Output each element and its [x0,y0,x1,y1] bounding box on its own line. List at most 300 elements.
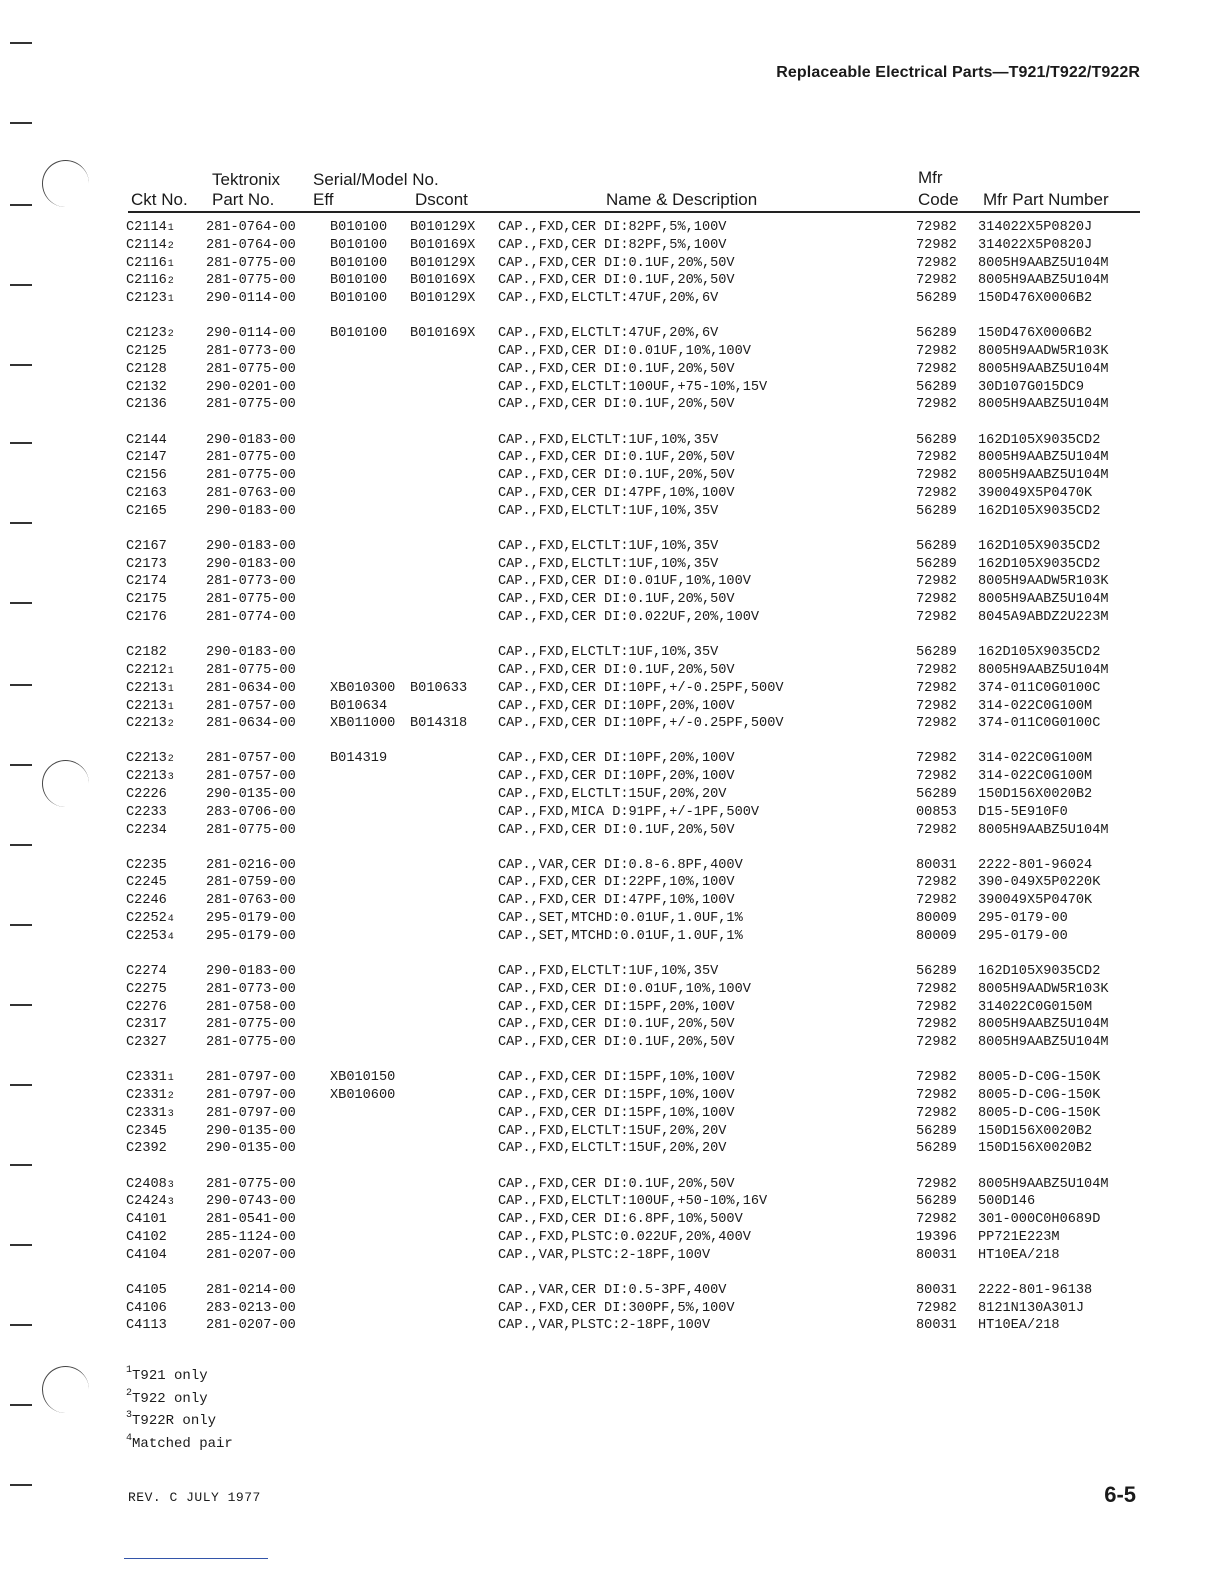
mfr-code-cell-text: 80031 [916,1318,957,1334]
mfr-code-cell [916,343,957,361]
description-cell-text: CAP.,VAR,CER DI:0.8-6.8PF,400V [498,857,743,873]
ckt-no-cell [126,609,168,628]
ckt-no-cell-text: C2253 [126,928,167,944]
part-no-cell-text: 281-0773-00 [206,981,296,997]
header-name-description: Name & Description [606,190,758,209]
description-cell [498,981,751,999]
ckt-no-cell-text: C2212 [126,662,167,678]
mfr-code-cell [916,503,957,521]
mfr-part-number-cell [978,768,1092,786]
ckt-no-cell-text: C2163 [126,485,167,501]
table-row [126,290,1146,308]
ckt-no-cell [126,1140,168,1159]
part-no-cell-text: 281-0757-00 [206,751,296,767]
mfr-code-cell-text: 72982 [916,822,957,838]
parts-group [126,432,1146,521]
mfr-code-cell [916,609,957,627]
ckt-no-cell-text: C2123 [126,326,167,342]
punch-hole-arc-top [42,160,89,207]
ckt-no-cell [126,538,168,557]
part-no-cell-text: 281-0757-00 [206,698,296,714]
footnote-text: Matched pair [132,1435,233,1452]
description-cell [498,432,718,450]
part-no-cell-text: 281-0207-00 [206,1247,296,1263]
table-row [126,591,1146,609]
mfr-code-cell [916,1069,957,1087]
table-row [126,609,1146,627]
mfr-code-cell-text: 72982 [916,680,957,696]
footnote-marker: 2 [167,1091,174,1103]
mfr-code-cell [916,255,957,273]
table-row [126,379,1146,397]
mfr-part-number-cell-text: 314022C0G0150M [978,999,1093,1015]
mfr-part-number-cell-text: 150D156X0020B2 [978,787,1093,802]
mfr-code-cell [916,1317,957,1335]
mfr-code-cell-text: 72982 [916,361,957,377]
ckt-no-cell-text: C2331 [126,1105,167,1121]
ckt-no-cell [126,396,168,415]
mfr-code-cell [916,680,957,698]
table-row [126,698,1146,716]
description-cell-text: CAP.,FXD,CER DI:22PF,10%,100V [498,875,735,891]
ckt-no-cell-text: C2213 [126,716,167,732]
eff-cell [330,237,387,255]
mfr-code-cell-text: 56289 [916,538,957,554]
mfr-code-cell [916,999,957,1017]
description-cell-text: CAP.,FXD,CER DI:15PF,10%,100V [498,1070,735,1086]
mfr-part-number-cell-text: 8005H9AABZ5U104M [978,450,1109,466]
mfr-part-number-cell [978,1069,1100,1087]
table-row [126,272,1146,290]
mfr-part-number-cell-text: 162D105X9035CD2 [978,963,1101,979]
dscont-cell [410,325,475,343]
mfr-part-number-cell-text: 8005H9AABZ5U104M [978,1035,1109,1051]
column-headers [128,168,1140,212]
punch-hole-arc-bottom [42,1366,89,1413]
mfr-part-number-cell-text: HT10EA/218 [978,1247,1060,1263]
ckt-no-cell [126,1229,168,1248]
description-cell [498,1123,726,1141]
eff-cell [330,1087,395,1105]
part-no-cell [206,1300,296,1318]
part-no-cell [206,892,296,910]
table-row [126,237,1146,255]
ckt-no-cell [126,804,168,823]
ckt-no-cell [126,449,168,468]
footnote-marker: 1 [167,683,174,695]
part-no-cell [206,822,296,840]
part-no-cell [206,591,296,609]
eff-cell-text: B010100 [330,291,388,307]
mfr-code-cell-text: 56289 [916,291,957,307]
mfr-code-cell [916,449,957,467]
mfr-part-number-cell [978,255,1109,273]
mfr-code-cell-text: 72982 [916,1017,957,1033]
table-row [126,485,1146,503]
table-row [126,467,1146,485]
mfr-code-cell [916,1176,957,1194]
mfr-part-number-cell [978,1034,1109,1052]
part-no-cell-text: 295-0179-00 [206,911,296,927]
revision-date: REV. C JULY 1977 [128,1490,261,1505]
footnote-marker: 3 [167,1179,174,1191]
part-no-cell [206,219,296,237]
part-no-cell-text: 290-0183-00 [206,645,296,661]
mfr-part-number-cell-text: 374-011C0G0100C [978,716,1101,732]
part-no-cell [206,680,296,698]
eff-cell [330,290,387,308]
mfr-part-number-cell [978,822,1109,840]
eff-cell [330,680,395,698]
mfr-part-number-cell [978,396,1109,414]
ckt-no-cell-text: C2167 [126,538,167,554]
part-no-cell [206,750,296,768]
description-cell-text: CAP.,VAR,CER DI:0.5-3PF,400V [498,1282,727,1298]
mfr-code-cell-text: 72982 [916,468,957,484]
mfr-part-number-cell-text: 162D105X9035CD2 [978,538,1101,554]
ckt-no-cell [126,1123,168,1142]
eff-cell-text: B010100 [330,255,388,271]
ckt-no-cell [126,343,168,362]
mfr-code-cell-text: 56289 [916,787,957,802]
table-row [126,1087,1146,1105]
ckt-no-cell-text: C2175 [126,592,167,608]
mfr-part-number-cell-text: 314-022C0G100M [978,769,1093,785]
footnote-marker: 4 [167,914,174,926]
footnote-item [126,1411,233,1434]
parts-table [126,219,1146,1353]
part-no-cell [206,432,296,450]
footnote-item [126,1366,233,1389]
table-row [126,396,1146,414]
ckt-no-cell [126,503,168,522]
part-no-cell [206,981,296,999]
description-cell-text: CAP.,FXD,CER DI:0.022UF,20%,100V [498,610,760,626]
footnote-text: T922 only [132,1390,208,1407]
part-no-cell [206,1317,296,1335]
mfr-part-number-cell-text: 30D107G015DC9 [978,379,1085,395]
header-rule [128,211,1140,213]
part-no-cell-text: 281-0214-00 [206,1282,296,1298]
parts-group [126,963,1146,1052]
part-no-cell-text: 290-0135-00 [206,1141,296,1157]
header-mfr: Mfr [918,168,943,187]
mfr-code-cell-text: 80009 [916,928,957,944]
mfr-part-number-cell [978,1176,1109,1194]
ckt-no-cell [126,432,168,451]
mfr-part-number-cell [978,1105,1100,1123]
mfr-part-number-cell [978,715,1100,733]
mfr-part-number-cell-text: 162D105X9035CD2 [978,503,1101,519]
ckt-no-cell [126,573,168,592]
part-no-cell [206,361,296,379]
mfr-part-number-cell-text: 8005-D-C0G-150K [978,1070,1101,1086]
mfr-part-number-cell-text: 162D105X9035CD2 [978,645,1101,661]
dscont-cell-text: B010169X [410,326,476,342]
footnote-marker: 1 [167,223,174,234]
header-ckt-no: Ckt No. [131,190,188,209]
mfr-code-cell-text: 72982 [916,237,957,253]
mfr-code-cell [916,892,957,910]
mfr-part-number-cell-text: 8005H9AABZ5U104M [978,1017,1109,1033]
ckt-no-cell [126,662,174,681]
description-cell-text: CAP.,FXD,CER DI:0.1UF,20%,50V [498,662,735,678]
part-no-cell [206,715,296,733]
ckt-no-cell [126,786,168,805]
table-row [126,680,1146,698]
eff-cell [330,255,387,273]
mfr-part-number-cell [978,556,1100,574]
mfr-code-cell-text: 56289 [916,326,957,342]
eff-cell-text: XB011000 [330,716,396,732]
mfr-part-number-cell-text: 314022X5P0820J [978,237,1093,253]
description-cell-text: CAP.,FXD,CER DI:0.01UF,10%,100V [498,574,751,590]
ckt-no-cell-text: C2136 [126,397,167,413]
part-no-cell [206,503,296,521]
table-row [126,449,1146,467]
ckt-no-cell [126,379,168,398]
footnote-marker: 1 [167,665,174,677]
mfr-code-cell [916,1247,957,1265]
mfr-part-number-cell [978,892,1092,910]
part-no-cell-text: 281-0634-00 [206,680,296,696]
dscont-cell-text: B010169X [410,273,476,289]
ckt-no-cell-text: C2116 [126,255,167,271]
mfr-code-cell [916,662,957,680]
mfr-part-number-cell [978,1317,1060,1335]
part-no-cell [206,290,296,308]
part-no-cell-text: 290-0183-00 [206,503,296,519]
part-no-cell-text: 295-0179-00 [206,928,296,944]
mfr-part-number-cell [978,538,1100,556]
mfr-part-number-cell [978,591,1109,609]
description-cell-text: CAP.,FXD,CER DI:15PF,20%,100V [498,999,735,1015]
header-code: Code [918,190,959,209]
ckt-no-cell-text: C2233 [126,804,167,820]
description-cell-text: CAP.,FXD,PLSTC:0.022UF,20%,400V [498,1229,751,1245]
part-no-cell-text: 281-0775-00 [206,450,296,466]
mfr-code-cell [916,1034,957,1052]
mfr-code-cell-text: 80031 [916,1282,957,1298]
part-no-cell-text: 290-0183-00 [206,432,296,448]
description-cell [498,1016,735,1034]
part-no-cell [206,662,296,680]
part-no-cell-text: 281-0758-00 [206,999,296,1015]
description-cell [498,750,735,768]
footnote-marker: 1 [167,258,174,270]
table-row [126,573,1146,591]
mfr-part-number-cell-text: 8005H9AABZ5U104M [978,273,1109,289]
dscont-cell [410,272,475,290]
part-no-cell-text: 290-0743-00 [206,1194,296,1210]
description-cell-text: CAP.,FXD,CER DI:15PF,10%,100V [498,1105,735,1121]
dscont-cell [410,237,475,255]
description-cell [498,822,735,840]
table-row [126,1300,1146,1318]
description-cell [498,1140,726,1158]
dscont-cell-text: B010129X [410,291,476,307]
description-cell-text: CAP.,FXD,CER DI:0.1UF,20%,50V [498,592,735,608]
ckt-no-cell-text: C2345 [126,1123,167,1139]
description-cell-text: CAP.,FXD,CER DI:47PF,10%,100V [498,893,735,909]
description-cell-text: CAP.,FXD,ELCTLT:1UF,10%,35V [498,645,719,661]
footnote-text: T921 only [132,1368,208,1384]
part-no-cell [206,237,296,255]
part-no-cell [206,1069,296,1087]
mfr-code-cell [916,1300,957,1318]
mfr-code-cell [916,396,957,414]
mfr-code-cell-text: 80031 [916,857,957,873]
table-row [126,644,1146,662]
ckt-no-cell-text: C2174 [126,574,167,590]
table-row [126,1176,1146,1194]
description-cell-text: CAP.,FXD,ELCTLT:47UF,20%,6V [498,326,719,342]
table-row [126,804,1146,822]
part-no-cell [206,786,296,804]
part-no-cell-text: 281-0775-00 [206,662,296,678]
part-no-cell [206,1193,296,1211]
table-row [126,786,1146,804]
mfr-code-cell-text: 72982 [916,751,957,767]
ckt-no-cell-text: C2274 [126,963,167,979]
mfr-part-number-cell [978,503,1100,521]
ckt-no-cell-text: C2182 [126,645,167,661]
table-row [126,255,1146,273]
ckt-no-cell [126,857,168,876]
table-row [126,963,1146,981]
ckt-no-cell [126,1317,168,1336]
mfr-code-cell-text: 72982 [916,698,957,714]
ckt-no-cell-text: C2173 [126,556,167,572]
description-cell-text: CAP.,FXD,CER DI:47PF,10%,100V [498,485,735,501]
part-no-cell [206,379,296,397]
mfr-part-number-cell [978,573,1109,591]
part-no-cell-text: 281-0764-00 [206,220,296,235]
mfr-code-cell [916,1123,957,1141]
table-row [126,768,1146,786]
footnote-text: T922R only [132,1413,217,1429]
mfr-part-number-cell-text: 2222-801-96138 [978,1282,1093,1298]
part-no-cell [206,272,296,290]
mfr-code-cell [916,591,957,609]
mfr-part-number-cell-text: 301-000C0H0689D [978,1212,1101,1228]
eff-cell [330,325,387,343]
dscont-cell-text: B014318 [410,716,468,732]
mfr-part-number-cell [978,1123,1092,1141]
description-cell [498,928,743,946]
description-cell [498,538,718,556]
ckt-no-cell-text: C2144 [126,432,167,448]
mfr-code-cell [916,822,957,840]
description-cell [498,963,718,981]
description-cell-text: CAP.,FXD,ELCTLT:15UF,20%,20V [498,1123,727,1139]
description-cell-text: CAP.,FXD,CER DI:82PF,5%,100V [498,237,727,253]
mfr-code-cell [916,1140,957,1158]
ckt-no-cell-text: C2125 [126,344,167,360]
mfr-part-number-cell [978,750,1092,768]
ckt-no-cell-text: C2424 [126,1194,167,1210]
part-no-cell-text: 281-0775-00 [206,1017,296,1033]
eff-cell [330,698,387,716]
description-cell-text: CAP.,FXD,CER DI:15PF,10%,100V [498,1088,735,1104]
mfr-part-number-cell [978,219,1092,237]
mfr-code-cell [916,644,957,662]
mfr-part-number-cell-text: 8121N130A301J [978,1300,1085,1316]
description-cell-text: CAP.,FXD,CER DI:0.1UF,20%,50V [498,255,735,271]
mfr-part-number-cell-text: 150D156X0020B2 [978,1123,1093,1139]
dscont-cell-text: B010633 [410,680,468,696]
ckt-no-cell-text: C2392 [126,1141,167,1157]
punch-hole-arc-middle [42,760,89,807]
table-row [126,1123,1146,1141]
ckt-no-cell-text: C2245 [126,875,167,891]
table-row [126,1229,1146,1247]
mfr-part-number-cell-text: HT10EA/218 [978,1318,1060,1334]
mfr-code-cell [916,1211,957,1229]
header-tektronix: Tektronix [212,170,281,189]
mfr-code-cell [916,379,957,397]
parts-group [126,538,1146,627]
mfr-code-cell [916,715,957,733]
ckt-no-cell [126,1211,168,1230]
eff-cell [330,1069,395,1087]
mfr-code-cell [916,874,957,892]
ckt-no-cell [126,999,168,1018]
header-dscont: Dscont [415,190,468,209]
mfr-part-number-cell [978,928,1068,946]
description-cell [498,1229,751,1247]
description-cell-text: CAP.,VAR,PLSTC:2-18PF,100V [498,1247,711,1263]
part-no-cell [206,1176,296,1194]
eff-cell-text: B014319 [330,751,388,767]
footnote-item [126,1389,233,1412]
mfr-code-cell-text: 72982 [916,1212,957,1228]
part-no-cell-text: 290-0114-00 [206,326,296,342]
description-cell-text: CAP.,VAR,PLSTC:2-18PF,100V [498,1318,711,1334]
footnote-marker: 2 [167,276,174,288]
description-cell-text: CAP.,FXD,CER DI:0.1UF,20%,50V [498,450,735,466]
mfr-code-cell [916,1087,957,1105]
description-cell [498,910,743,928]
part-no-cell [206,1140,296,1158]
ckt-no-cell-text: C4113 [126,1318,167,1334]
description-cell [498,573,751,591]
description-cell-text: CAP.,FXD,ELCTLT:1UF,10%,35V [498,963,719,979]
table-row [126,999,1146,1017]
ckt-no-cell-text: C2132 [126,379,167,395]
mfr-part-number-cell [978,910,1068,928]
ckt-no-cell-text: C2275 [126,981,167,997]
mfr-part-number-cell-text: 8005H9AABZ5U104M [978,361,1109,377]
ckt-no-cell [126,715,174,734]
ckt-no-cell [126,680,174,699]
ckt-no-cell [126,698,174,717]
description-cell-text: CAP.,FXD,CER DI:300PF,5%,100V [498,1300,735,1316]
description-cell [498,556,718,574]
mfr-code-cell [916,857,957,875]
part-no-cell [206,538,296,556]
description-cell [498,680,784,698]
part-no-cell [206,857,296,875]
page-header: Replaceable Electrical Parts—T921/T922/T922R [776,64,1140,81]
table-row [126,1211,1146,1229]
mfr-part-number-cell [978,237,1092,255]
ckt-no-cell [126,237,174,256]
mfr-code-cell [916,928,957,946]
part-no-cell [206,1211,296,1229]
mfr-part-number-cell-text: 8005H9AABZ5U104M [978,1176,1109,1192]
part-no-cell-text: 281-0775-00 [206,255,296,271]
